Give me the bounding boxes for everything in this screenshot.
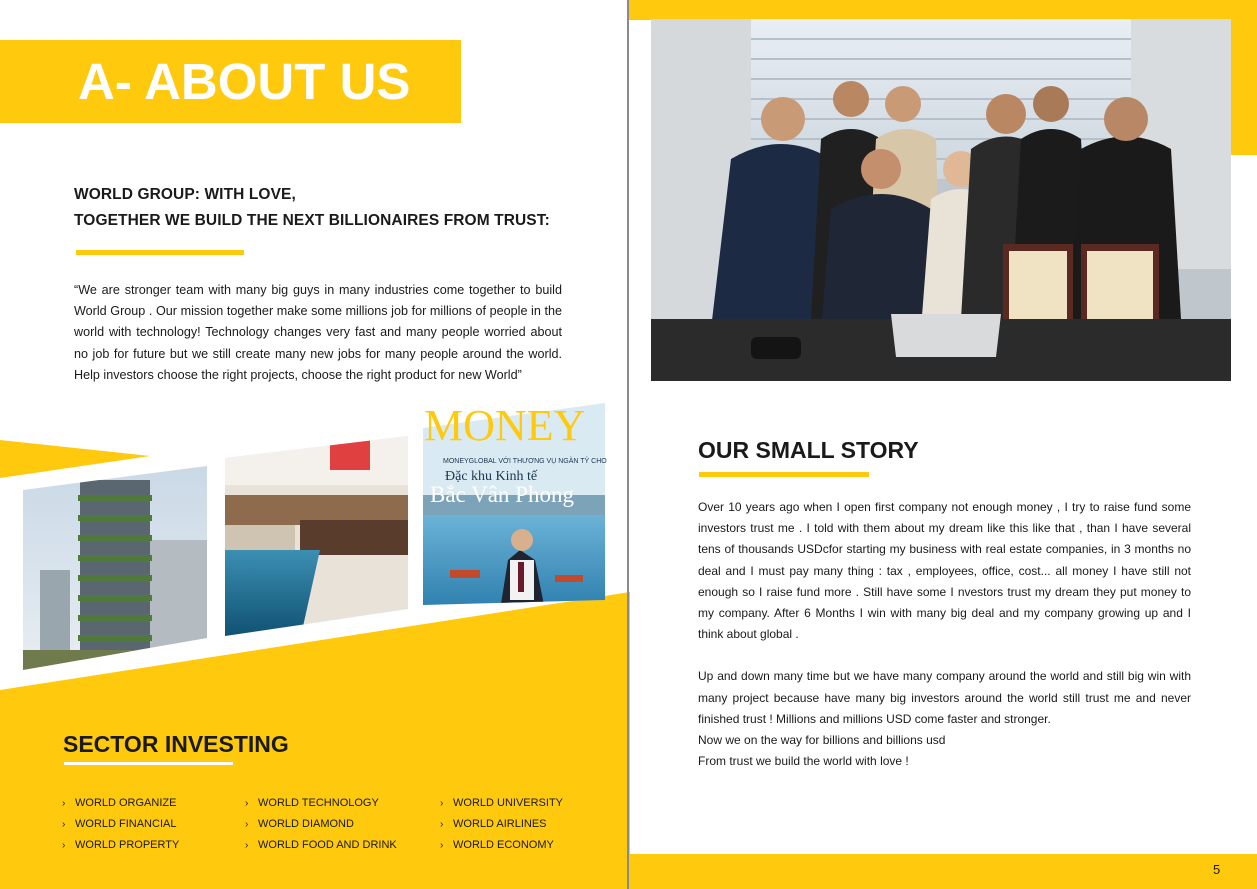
story-body	[698, 497, 1191, 772]
story-underline	[699, 472, 869, 477]
page-title: A- ABOUT US	[78, 53, 411, 110]
sector-item: › WORLD UNIVERSITY	[440, 793, 563, 814]
magazine-headline-1: Đặc khu Kinh tế	[445, 469, 538, 484]
story-paragraph-2: Up and down many time but we have many company around the world and still big win with many project because have many big investors around the world still trust me and never finished trust ! Millions and millions USD come faster and stronger.	[698, 669, 1191, 726]
sector-item: › WORLD TECHNOLOGY	[245, 793, 397, 814]
story-title: OUR SMALL STORY	[698, 437, 919, 463]
sector-item: › WORLD DIAMOND	[245, 814, 397, 835]
sector-title: SECTOR INVESTING	[63, 731, 289, 757]
mission-quote: “We are stronger team with many big guys in many industries come together to build World Group . Our mission together make some millions job for millions of people in the world with technology! Technology changes very fast and many people worried about no job for future but we still create many new jobs for many people around the world. Help investors choose the right projects, choose the right product for new World”	[74, 283, 562, 382]
subtitle-line-1: WORLD GROUP: WITH LOVE,	[74, 186, 296, 203]
magazine-headline-2: Bắc Vân Phong	[430, 482, 574, 507]
chevron-right-icon: ›	[245, 819, 249, 830]
top-accent-bar	[629, 0, 1257, 20]
sector-underline	[64, 762, 233, 765]
sector-column-2	[245, 793, 397, 856]
sector-item: › WORLD AIRLINES	[440, 814, 563, 835]
chevron-right-icon: ›	[440, 840, 444, 851]
chevron-right-icon: ›	[245, 840, 249, 851]
subtitle-underline	[76, 250, 244, 255]
page-number: 5	[1213, 862, 1221, 877]
magazine-headline-small: MONEYGLOBAL VỚI THƯƠNG VỤ NGÀN TỶ CHO	[443, 458, 607, 465]
chevron-right-icon: ›	[62, 840, 66, 851]
chevron-right-icon: ›	[245, 798, 249, 809]
chevron-right-icon: ›	[440, 819, 444, 830]
sector-item: › WORLD FOOD AND DRINK	[245, 835, 397, 856]
story-line-3: Now we on the way for billions and billions usd	[698, 733, 946, 748]
sector-item: › WORLD FINANCIAL	[62, 814, 179, 835]
page-divider	[627, 0, 629, 889]
sector-column-1	[62, 793, 179, 856]
footer-bar	[629, 854, 1257, 889]
chevron-right-icon: ›	[62, 819, 66, 830]
sector-item: › WORLD PROPERTY	[62, 835, 179, 856]
sector-column-3	[440, 793, 563, 856]
story-line-4: From trust we build the world with love !	[698, 754, 909, 769]
chevron-right-icon: ›	[440, 798, 444, 809]
magazine-masthead: MONEY	[424, 401, 586, 450]
team-photo	[651, 19, 1231, 381]
side-accent-bar	[1230, 20, 1257, 155]
sector-item: › WORLD ECONOMY	[440, 835, 563, 856]
chevron-right-icon: ›	[62, 798, 66, 809]
story-paragraph-1: Over 10 years ago when I open first company not enough money , I try to raise fund some investors trust me . I told with them about my dream like this like that , than I have several tens of thousands USDcfor starting my business with real estate companies, in 3 months no deal and I must pay many thing : tax , employees, office, cost... all money I have still not enough so I raise fund more . Still have some I nvestors trust my dream they put money to my company. After 6 Months I win with many big deal and my company growing up and I think about global .	[698, 500, 1191, 642]
sector-item: › WORLD ORGANIZE	[62, 793, 179, 814]
subtitle-line-2: TOGETHER WE BUILD THE NEXT BILLIONAIRES FROM TRUST:	[74, 212, 550, 229]
